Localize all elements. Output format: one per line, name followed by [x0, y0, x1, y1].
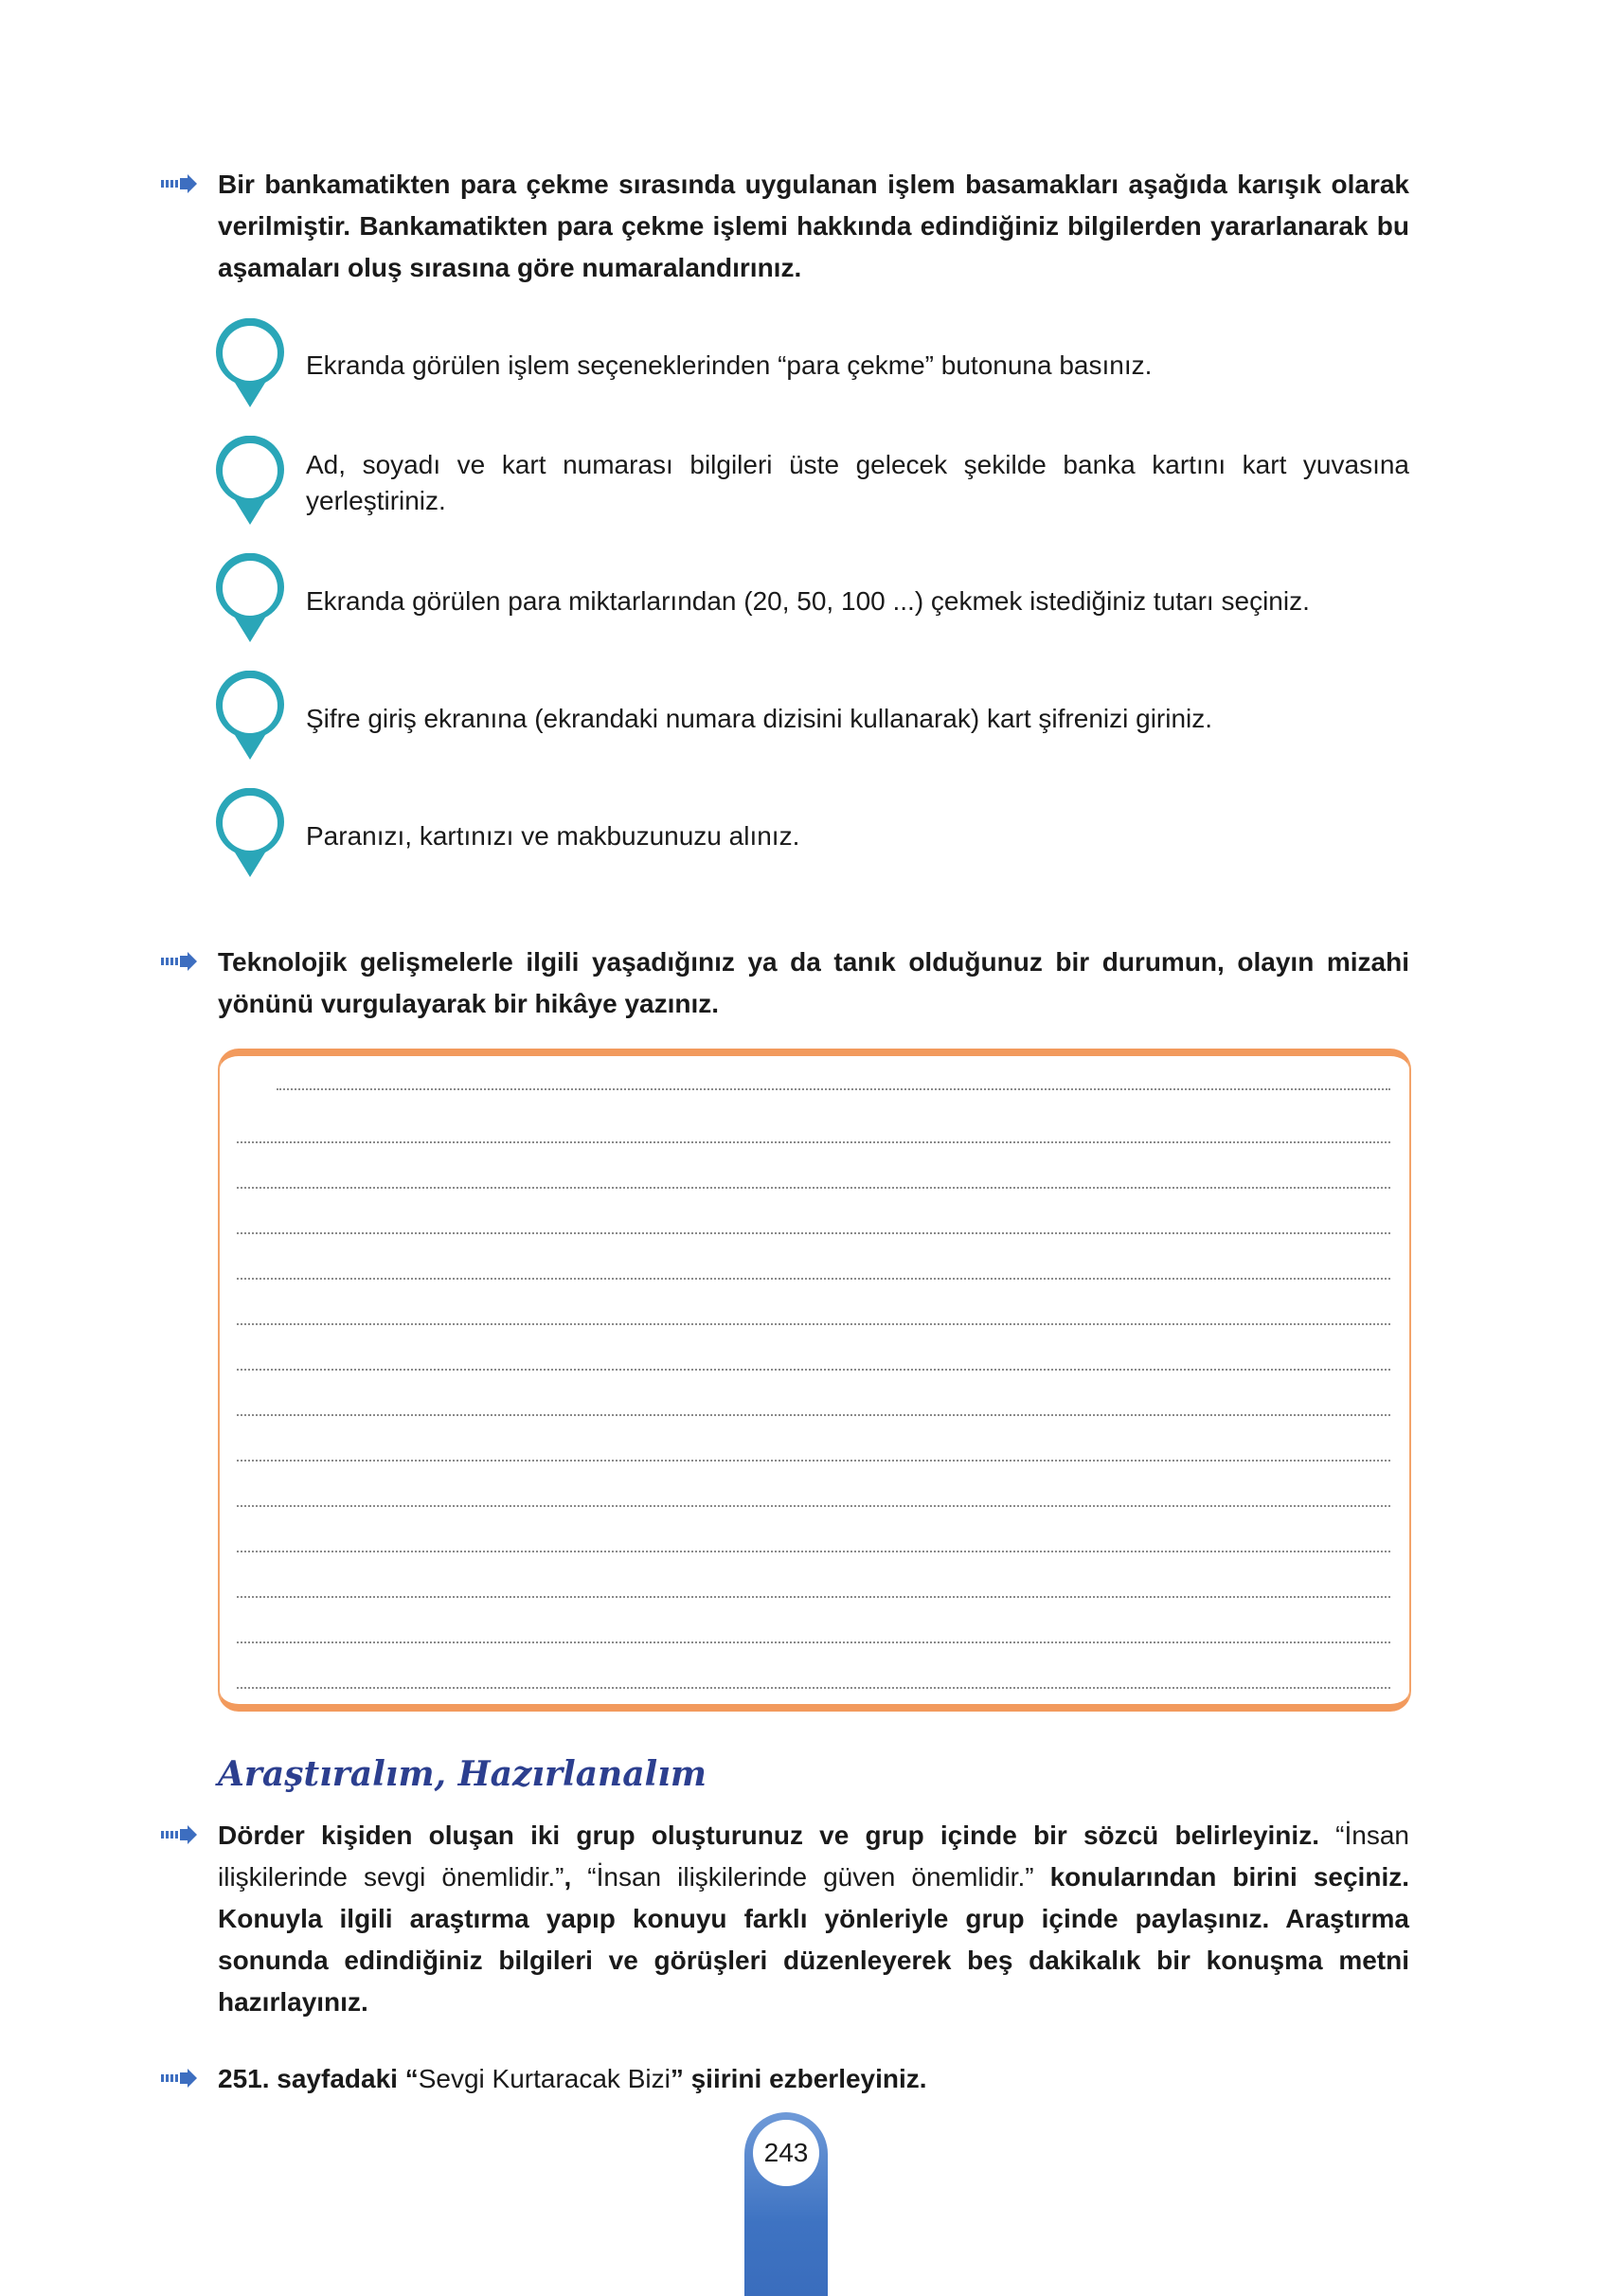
- step-item: Ekranda görülen para miktarlarından (20, 50, 100 ...) çekmek istediğiniz tutarı seçiniz.: [306, 586, 1310, 616]
- instruction-text: konularından birini seçiniz. Konuyla ilgili araştırma yapıp konuyu farklı yönleriyle grup içinde paylaşınız. Araştırma sonunda edindiğiniz bilgileri ve görüşleri düzenleyerek beş dakikalık bir konuşma metni hazırlayınız.: [218, 1862, 1410, 2017]
- instruction-text: Dörder kişiden oluşan iki grup oluşturunuz ve grup içinde bir sözcü belirleyiniz.: [218, 1821, 1319, 1850]
- poem-title: Sevgi Kurtaracak Bizi: [418, 2064, 671, 2093]
- instruction-research: [218, 1815, 1409, 2023]
- step-item: Ekranda görülen işlem seçeneklerinden “para çekme” butonuna basınız.: [306, 350, 1153, 380]
- writing-line: [237, 1641, 1390, 1643]
- step-item: Ad, soyadı ve kart numarası bilgileri üste gelecek şekilde banka kartını kart yuvasına yerleştiriniz.: [306, 450, 1409, 515]
- page-number: 243: [753, 2120, 819, 2186]
- writing-line: [237, 1460, 1390, 1462]
- map-pin-icon: [214, 788, 286, 877]
- quote-mark: “: [404, 2064, 419, 2093]
- quote-text: “İnsan ilişkilerinde güven önemlidir.”: [587, 1862, 1034, 1892]
- map-pin-icon: [214, 318, 286, 407]
- instruction-text: şiirini ezberleyiniz.: [690, 2064, 927, 2093]
- map-pin-icon: [214, 671, 286, 760]
- step-item: Şifre giriş ekranına (ekrandaki numara dizisini kullanarak) kart şifrenizi giriniz.: [306, 704, 1213, 733]
- writing-line: [277, 1088, 1390, 1090]
- quote-mark: ”: [670, 2064, 684, 2093]
- story-writing-area[interactable]: [218, 1049, 1411, 1712]
- writing-line: [237, 1687, 1390, 1689]
- writing-line: [237, 1278, 1390, 1280]
- writing-line: [237, 1141, 1390, 1143]
- writing-line: [237, 1596, 1390, 1598]
- map-pin-icon: [214, 553, 286, 642]
- writing-line: [237, 1505, 1390, 1507]
- arrow-bullet-icon: [161, 174, 197, 193]
- section-title: Araştıralım, Hazırlanalım: [218, 1754, 707, 1794]
- writing-line: [237, 1323, 1390, 1325]
- writing-line: [237, 1369, 1390, 1371]
- instruction-text: ,: [564, 1862, 572, 1892]
- instruction-write-story: Teknolojik gelişmelerle ilgili yaşadığınız ya da tanık olduğunuz bir durumun, olayın mizahi yönünü vurgulayarak bir hikâye yazınız.: [218, 947, 1409, 1018]
- writing-line: [237, 1232, 1390, 1234]
- quote-text: “İnsan ilişkilerinde sevgi önemlidir.”: [218, 1821, 1409, 1892]
- writing-line: [237, 1414, 1390, 1416]
- arrow-bullet-icon: [161, 2069, 197, 2088]
- instruction-order-steps: Bir bankamatikten para çekme sırasında uygulanan işlem basamakları aşağıda karışık olarak verilmiştir. Bankamatikten para çekme işlemi hakkında edindiğiniz bilgilerden yararlanarak bu aşamaları oluş sırasına göre numaralandırınız.: [218, 170, 1409, 282]
- writing-line: [237, 1551, 1390, 1552]
- writing-line: [237, 1187, 1390, 1189]
- arrow-bullet-icon: [161, 1825, 197, 1844]
- step-item: Paranızı, kartınızı ve makbuzunuzu alınız.: [306, 821, 800, 851]
- map-pin-icon: [214, 436, 286, 525]
- instruction-text: 251. sayfadaki: [218, 2064, 398, 2093]
- arrow-bullet-icon: [161, 952, 197, 971]
- instruction-memorize: [218, 2058, 1409, 2100]
